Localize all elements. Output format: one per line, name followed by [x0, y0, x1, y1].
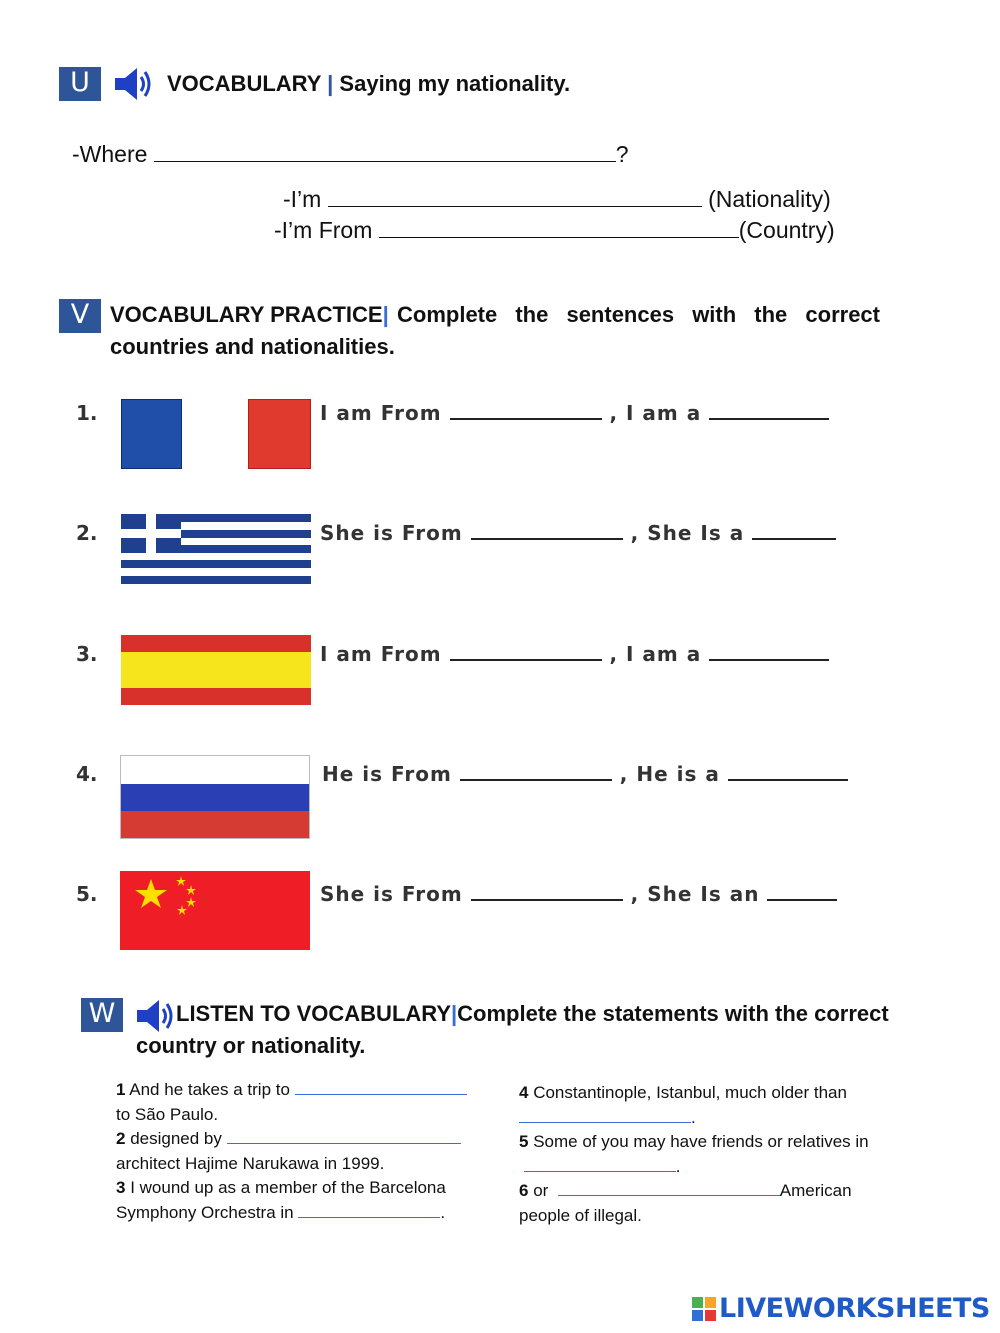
answer-blank[interactable] — [519, 1108, 691, 1123]
section-v-title: VOCABULARY PRACTICE| Complete the sentences with the correct countries and nationalities. — [110, 302, 880, 359]
statement-5-cont: . — [519, 1155, 919, 1180]
item-sentence: She is From , She Is an — [320, 882, 837, 906]
section-w-badge: W — [81, 998, 123, 1032]
speaker-icon[interactable] — [135, 998, 177, 1034]
russia-flag — [120, 755, 310, 839]
country-blank[interactable] — [471, 522, 623, 540]
statement-1-cont: to São Paulo. — [116, 1104, 219, 1124]
logo-grid-icon — [692, 1297, 716, 1321]
greece-flag — [121, 514, 311, 584]
statement-4: 4 Constantinople, Istanbul, much older than — [519, 1083, 847, 1102]
statements-left — [116, 1078, 496, 1225]
china-flag — [120, 871, 310, 950]
section-u-title: VOCABULARY | Saying my nationality. — [167, 71, 571, 96]
answer-blank[interactable] — [227, 1129, 461, 1144]
answer-blank[interactable] — [524, 1157, 676, 1172]
item-number: 2. — [76, 521, 98, 545]
nationality-blank[interactable] — [709, 643, 829, 661]
france-flag — [121, 399, 311, 469]
country-blank[interactable] — [450, 402, 602, 420]
section-v-badge: V — [59, 299, 101, 333]
nationality-line: -I’m (Nationality) — [283, 186, 831, 212]
item-number: 1. — [76, 401, 98, 425]
statement-2-cont: architect Hajime Narukawa in 1999. — [116, 1153, 385, 1173]
answer-blank[interactable] — [295, 1080, 467, 1095]
nationality-blank[interactable] — [752, 522, 836, 540]
answer-blank[interactable] — [298, 1203, 440, 1218]
item-number: 4. — [76, 762, 98, 786]
answer-blank[interactable] — [558, 1181, 780, 1196]
item-sentence: I am From , I am a — [320, 401, 829, 425]
nationality-blank[interactable] — [728, 763, 848, 781]
spain-flag — [121, 635, 311, 705]
section-u-badge: U — [59, 67, 101, 101]
where-blank[interactable] — [154, 143, 616, 162]
item-number: 5. — [76, 882, 98, 906]
country-blank[interactable] — [379, 219, 739, 238]
section-w-subtitle: country or nationality. — [136, 1033, 366, 1058]
item-sentence: She is From , She Is a — [320, 521, 836, 545]
liveworksheets-logo[interactable] — [692, 1293, 990, 1324]
logo-text: LIVEWORKSHEETS — [719, 1293, 990, 1324]
statement-5: 5 Some of you may have friends or relatives in — [519, 1132, 869, 1151]
where-line: -Where ? — [72, 141, 629, 167]
statement-1: 1 And he takes a trip to — [116, 1078, 496, 1103]
statement-4-cont: . — [519, 1106, 919, 1131]
statements-right — [519, 1081, 919, 1228]
statement-6: 6 or American — [519, 1181, 852, 1200]
nationality-blank[interactable] — [328, 188, 702, 207]
section-w-title: LISTEN TO VOCABULARY|Complete the statements with the correct — [176, 1001, 889, 1026]
item-sentence: He is From , He is a — [322, 762, 848, 786]
item-sentence: I am From , I am a — [320, 642, 829, 666]
statement-3-cont: Symphony Orchestra in . — [116, 1202, 446, 1222]
statement-6-cont: people of illegal. — [519, 1205, 642, 1225]
speaker-icon[interactable] — [113, 66, 155, 102]
nationality-blank[interactable] — [767, 883, 837, 901]
country-blank[interactable] — [471, 883, 623, 901]
item-number: 3. — [76, 642, 98, 666]
country-blank[interactable] — [460, 763, 612, 781]
statement-3: 3 I wound up as a member of the Barcelona — [116, 1178, 446, 1197]
statement-2: 2 designed by — [116, 1127, 496, 1152]
country-line: -I’m From (Country) — [274, 217, 835, 243]
nationality-blank[interactable] — [709, 402, 829, 420]
country-blank[interactable] — [450, 643, 602, 661]
